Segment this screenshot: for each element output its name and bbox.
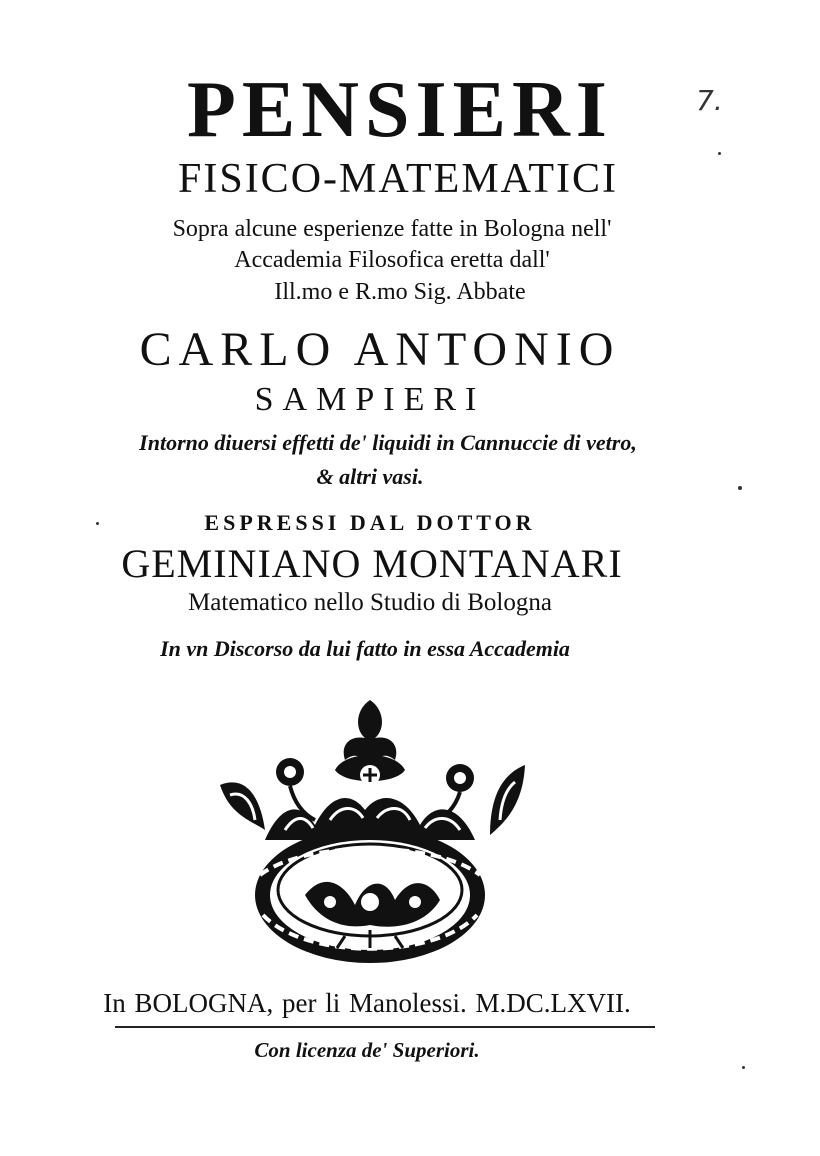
imprint-line: In BOLOGNA, per li Manolessi. M.DC.LXVII.	[103, 988, 631, 1018]
paper-speck	[96, 522, 99, 525]
discourse-line: In vn Discorso da lui fatto in essa Accademia	[160, 636, 570, 661]
patron-name: CARLO ANTONIO	[139, 323, 621, 376]
topic-line-2: & altri vasi.	[316, 464, 424, 489]
main-title: PENSIERI	[187, 66, 613, 154]
author-name: GEMINIANO MONTANARI	[121, 541, 623, 586]
paper-speck	[742, 1066, 745, 1069]
expressed-by: ESPRESSI DAL DOTTOR	[204, 510, 536, 535]
description-line-2: Accademia Filosofica eretta dall'	[234, 247, 550, 273]
page-number: 7.	[696, 84, 723, 117]
crown-woodcut-icon	[205, 690, 535, 980]
license-line: Con licenza de' Superiori.	[254, 1038, 480, 1062]
main-subtitle: FISICO-MATEMATICI	[177, 156, 618, 202]
description-line-3: Ill.mo e R.mo Sig. Abbate	[274, 279, 526, 305]
description-line-1: Sopra alcune esperienze fatte in Bologna nell'	[172, 216, 612, 242]
patron-surname: SAMPIERI	[254, 381, 486, 418]
topic-line-1: Intorno diuersi effetti de' liquidi in Cannuccie di vetro,	[139, 430, 637, 455]
divider-rule	[115, 1026, 655, 1028]
paper-speck	[718, 152, 721, 155]
author-role: Matematico nello Studio di Bologna	[188, 589, 552, 616]
paper-speck	[738, 486, 742, 490]
